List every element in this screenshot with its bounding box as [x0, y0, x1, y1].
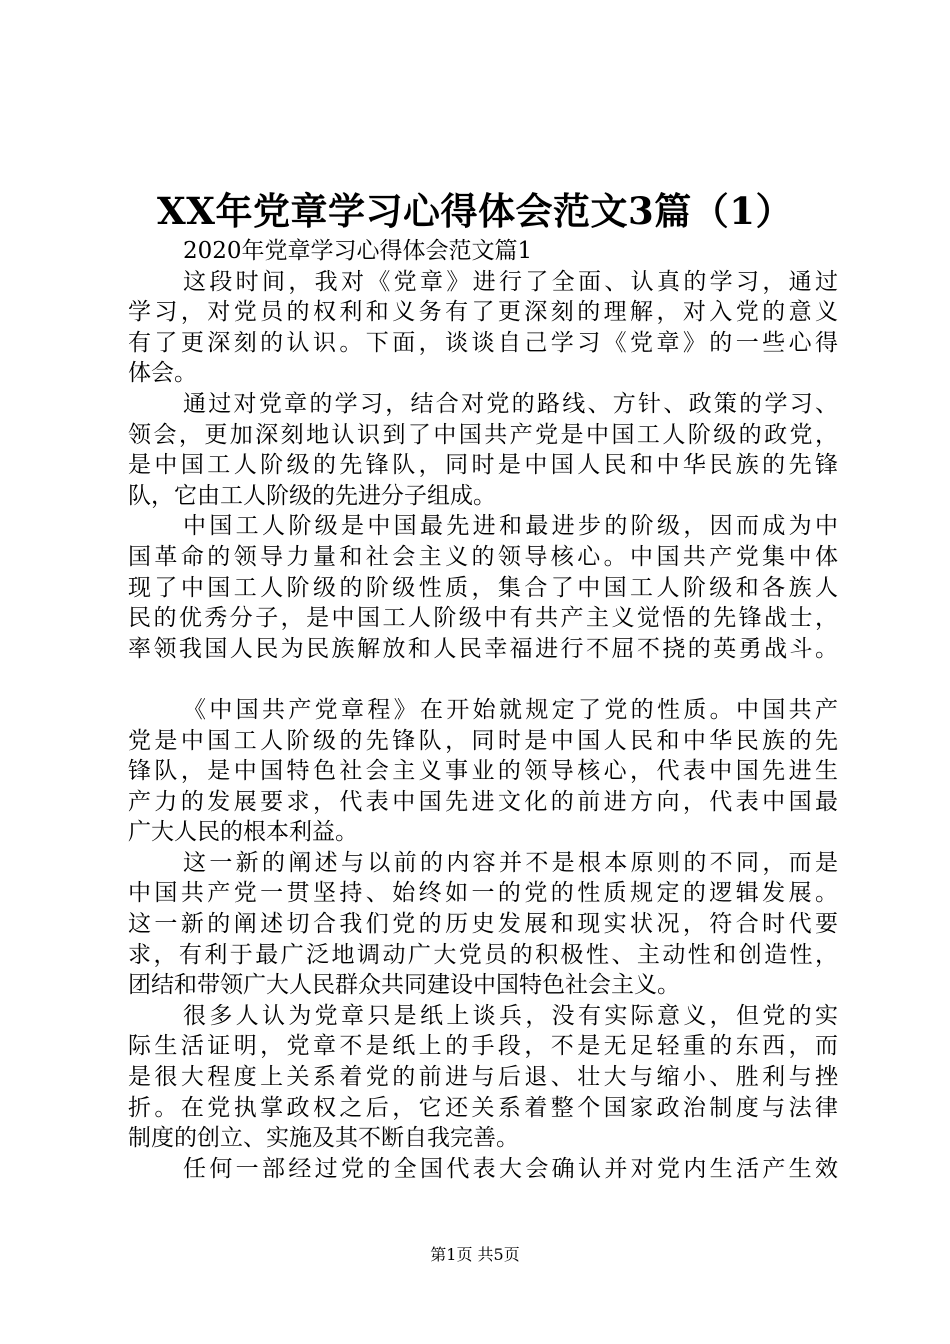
text-line — [128, 726, 838, 757]
text-line-content: 团结和带领广大人民群众共同建设中国特色社会主义。 — [128, 972, 680, 999]
text-line-content: 锋队，是中国特色社会主义事业的领导核心，代表中国先进生 — [128, 758, 838, 785]
blank-line — [128, 664, 838, 695]
text-line-content: 广大人民的根本利益。 — [128, 819, 358, 846]
text-line-content: 制度的创立、实施及其不断自我完善。 — [128, 1125, 519, 1152]
text-line-content: 党是中国工人阶级的先锋队，同时是中国人民和中华民族的先 — [128, 727, 838, 754]
text-line — [128, 787, 838, 818]
text-line-content: 民的优秀分子，是中国工人阶级中有共产主义觉悟的先锋战士， — [128, 605, 838, 632]
text-line-content: 中国共产党一贯坚持、始终如一的党的性质规定的逻辑发展。 — [128, 880, 838, 907]
text-line — [128, 573, 838, 604]
text-line-content: 有了更深刻的认识。下面，谈谈自己学习《党章》的一些心得 — [128, 329, 838, 356]
text-line — [128, 1001, 838, 1032]
text-line — [128, 511, 838, 542]
document-title: XX年党章学习心得体会范文3篇（1） — [157, 189, 793, 233]
text-line-content: 通过对党章的学习，结合对党的路线、方针、政策的学习、 — [183, 390, 838, 417]
text-line — [128, 756, 838, 787]
text-line — [128, 236, 838, 267]
text-line — [128, 909, 838, 940]
text-line-content: 这一新的阐述与以前的内容并不是根本原则的不同，而是 — [183, 849, 838, 876]
text-line — [128, 389, 838, 420]
text-line-content: 现了中国工人阶级的阶级性质，集合了中国工人阶级和各族人 — [128, 574, 838, 601]
text-line — [128, 450, 838, 481]
text-line-content: 体会。 — [128, 360, 197, 387]
text-line-content: 学习，对党员的权利和义务有了更深刻的理解，对入党的意义 — [128, 299, 838, 326]
text-line-content: 产力的发展要求，代表中国先进文化的前进方向，代表中国最 — [128, 788, 838, 815]
text-line-content: 中国工人阶级是中国最先进和最进步的阶级，因而成为中 — [183, 513, 838, 540]
text-line-content: 这段时间，我对《党章》进行了全面、认真的学习，通过 — [183, 268, 838, 295]
text-line — [128, 970, 838, 1001]
document-body — [128, 236, 838, 1184]
text-line — [128, 603, 838, 634]
text-line — [128, 481, 838, 512]
text-line — [128, 1154, 838, 1185]
text-line — [128, 1093, 838, 1124]
text-line — [128, 328, 838, 359]
text-line — [128, 634, 838, 665]
text-line — [128, 817, 838, 848]
text-line — [128, 1123, 838, 1154]
text-line-content: 是中国工人阶级的先锋队，同时是中国人民和中华民族的先锋 — [128, 452, 838, 479]
text-line — [128, 1062, 838, 1093]
text-line-content: 任何一部经过党的全国代表大会确认并对党内生活产生效 — [183, 1155, 838, 1182]
text-line — [128, 297, 838, 328]
text-line — [128, 267, 838, 298]
text-line — [128, 848, 838, 879]
text-line — [128, 1031, 838, 1062]
text-line-content: 际生活证明，党章不是纸上的手段，不是无足轻重的东西，而 — [128, 1033, 838, 1060]
text-line-content: 国革命的领导力量和社会主义的领导核心。中国共产党集中体 — [128, 543, 838, 570]
text-line-content: 折。在党执掌政权之后，它还关系着整个国家政治制度与法律 — [128, 1094, 838, 1121]
text-line — [128, 695, 838, 726]
text-line-content: 队，它由工人阶级的先进分子组成。 — [128, 482, 496, 509]
text-line-content: 领会，更加深刻地认识到了中国共产党是中国工人阶级的政党， — [128, 421, 838, 448]
text-line-content: 2020年党章学习心得体会范文篇1 — [183, 238, 533, 264]
text-line — [128, 358, 838, 389]
text-line-content: 这一新的阐述切合我们党的历史发展和现实状况，符合时代要 — [128, 911, 838, 938]
text-line — [128, 542, 838, 573]
text-line-content: 求，有利于最广泛地调动广大党员的积极性、主动性和创造性， — [128, 941, 838, 968]
text-line — [128, 420, 838, 451]
text-line — [128, 878, 838, 909]
text-line-content: 《中国共产党章程》在开始就规定了党的性质。中国共产 — [183, 696, 838, 723]
text-line-content: 率领我国人民为民族解放和人民幸福进行不屈不挠的英勇战斗。 — [128, 635, 838, 662]
text-line-content: 是很大程度上关系着党的前进与后退、壮大与缩小、胜利与挫 — [128, 1064, 838, 1091]
text-line — [128, 940, 838, 971]
page-footer: 第1页 共5页 — [430, 1245, 520, 1264]
text-line-content: 很多人认为党章只是纸上谈兵，没有实际意义，但党的实 — [183, 1002, 838, 1029]
